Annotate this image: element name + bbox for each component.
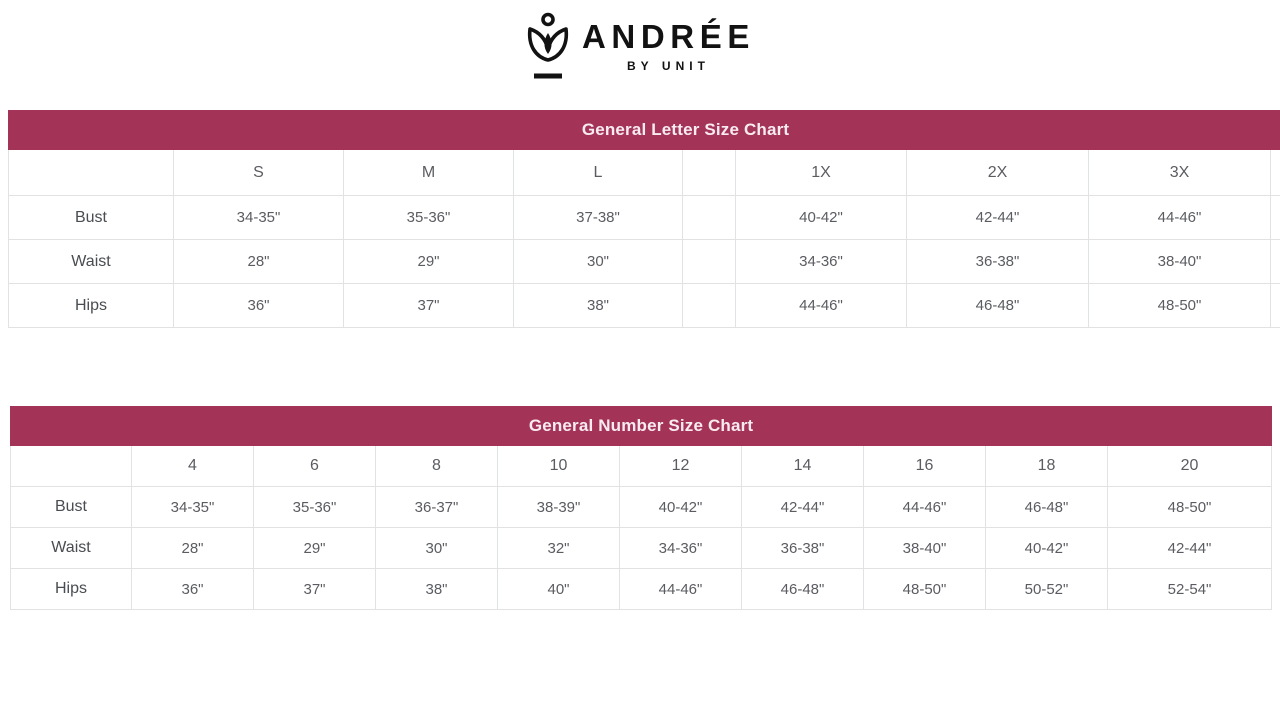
letter-size-chart-section [8, 110, 1280, 328]
size-cell: 48-50" [1089, 284, 1271, 328]
column-header: 14 [742, 446, 864, 487]
number-size-table [10, 406, 1272, 610]
column-header: 12 [620, 446, 742, 487]
size-cell: 50-52" [986, 569, 1108, 610]
size-cell [683, 196, 736, 240]
row-label: Hips [9, 284, 174, 328]
size-cell: 36-38" [742, 528, 864, 569]
table-title: General Number Size Chart [11, 407, 1272, 446]
column-header: 8 [376, 446, 498, 487]
size-cell: 34-36" [620, 528, 742, 569]
size-cell: 44-46" [620, 569, 742, 610]
table-title: General Letter Size Chart [9, 111, 1280, 150]
column-header [11, 446, 132, 487]
size-cell [683, 240, 736, 284]
size-cell: 37" [344, 284, 514, 328]
letter-chart-clip-area [8, 110, 1280, 328]
column-header: 16 [864, 446, 986, 487]
size-cell: 36-37" [376, 487, 498, 528]
size-cell [1271, 240, 1280, 284]
size-cell: 42-44" [1108, 528, 1272, 569]
column-header [1271, 150, 1280, 196]
row-label: Bust [9, 196, 174, 240]
column-header-row [9, 150, 1280, 196]
size-cell: 52-54" [1108, 569, 1272, 610]
size-cell [1271, 284, 1280, 328]
size-cell: 36" [174, 284, 344, 328]
size-cell: 35-36" [254, 487, 376, 528]
size-cell: 38-40" [864, 528, 986, 569]
column-header: S [174, 150, 344, 196]
table-row [11, 487, 1272, 528]
size-cell: 38" [514, 284, 683, 328]
size-cell: 38-40" [1089, 240, 1271, 284]
size-cell: 28" [174, 240, 344, 284]
brand-header [0, 0, 1280, 80]
flower-logo-icon [525, 12, 571, 80]
size-cell: 46-48" [907, 284, 1089, 328]
size-cell: 40-42" [986, 528, 1108, 569]
brand-tagline: BY UNIT [626, 58, 711, 73]
size-cell: 32" [498, 528, 620, 569]
size-cell: 29" [254, 528, 376, 569]
column-header: 1X [736, 150, 907, 196]
brand-logo-text [582, 19, 755, 72]
number-size-chart-section [10, 406, 1280, 610]
row-label: Waist [11, 528, 132, 569]
size-cell: 48-50" [864, 569, 986, 610]
size-cell: 37-38" [514, 196, 683, 240]
row-label: Hips [11, 569, 132, 610]
column-header [9, 150, 174, 196]
size-charts [0, 110, 1280, 610]
size-cell: 40-42" [620, 487, 742, 528]
size-cell: 34-36" [736, 240, 907, 284]
size-cell: 38-39" [498, 487, 620, 528]
size-cell: 44-46" [736, 284, 907, 328]
table-row [9, 284, 1280, 328]
letter-size-table [8, 110, 1280, 328]
size-cell: 40-42" [736, 196, 907, 240]
column-header: 6 [254, 446, 376, 487]
brand-name: ANDRÉE [581, 18, 755, 56]
brand-logo [525, 12, 755, 80]
column-header: 4 [132, 446, 254, 487]
column-header-row [11, 446, 1272, 487]
column-header: 2X [907, 150, 1089, 196]
size-cell: 42-44" [907, 196, 1089, 240]
table-row [11, 528, 1272, 569]
size-cell: 28" [132, 528, 254, 569]
table-row [9, 240, 1280, 284]
size-cell: 48-50" [1108, 487, 1272, 528]
size-cell: 44-46" [1089, 196, 1271, 240]
row-label: Waist [9, 240, 174, 284]
column-header: 20 [1108, 446, 1272, 487]
size-cell: 42-44" [742, 487, 864, 528]
size-cell: 46-48" [742, 569, 864, 610]
size-cell: 37" [254, 569, 376, 610]
size-cell: 29" [344, 240, 514, 284]
size-cell: 36" [132, 569, 254, 610]
column-header: 3X [1089, 150, 1271, 196]
size-cell: 30" [514, 240, 683, 284]
size-cell: 38" [376, 569, 498, 610]
size-cell [1271, 196, 1280, 240]
size-cell: 40" [498, 569, 620, 610]
size-cell: 35-36" [344, 196, 514, 240]
size-cell: 30" [376, 528, 498, 569]
column-header: M [344, 150, 514, 196]
size-cell: 44-46" [864, 487, 986, 528]
size-cell: 36-38" [907, 240, 1089, 284]
size-cell: 34-35" [174, 196, 344, 240]
row-label: Bust [11, 487, 132, 528]
size-cell [683, 284, 736, 328]
column-header: L [514, 150, 683, 196]
column-header: 10 [498, 446, 620, 487]
table-row [9, 196, 1280, 240]
column-header: 18 [986, 446, 1108, 487]
column-header [683, 150, 736, 196]
size-cell: 34-35" [132, 487, 254, 528]
size-cell: 46-48" [986, 487, 1108, 528]
table-row [11, 569, 1272, 610]
